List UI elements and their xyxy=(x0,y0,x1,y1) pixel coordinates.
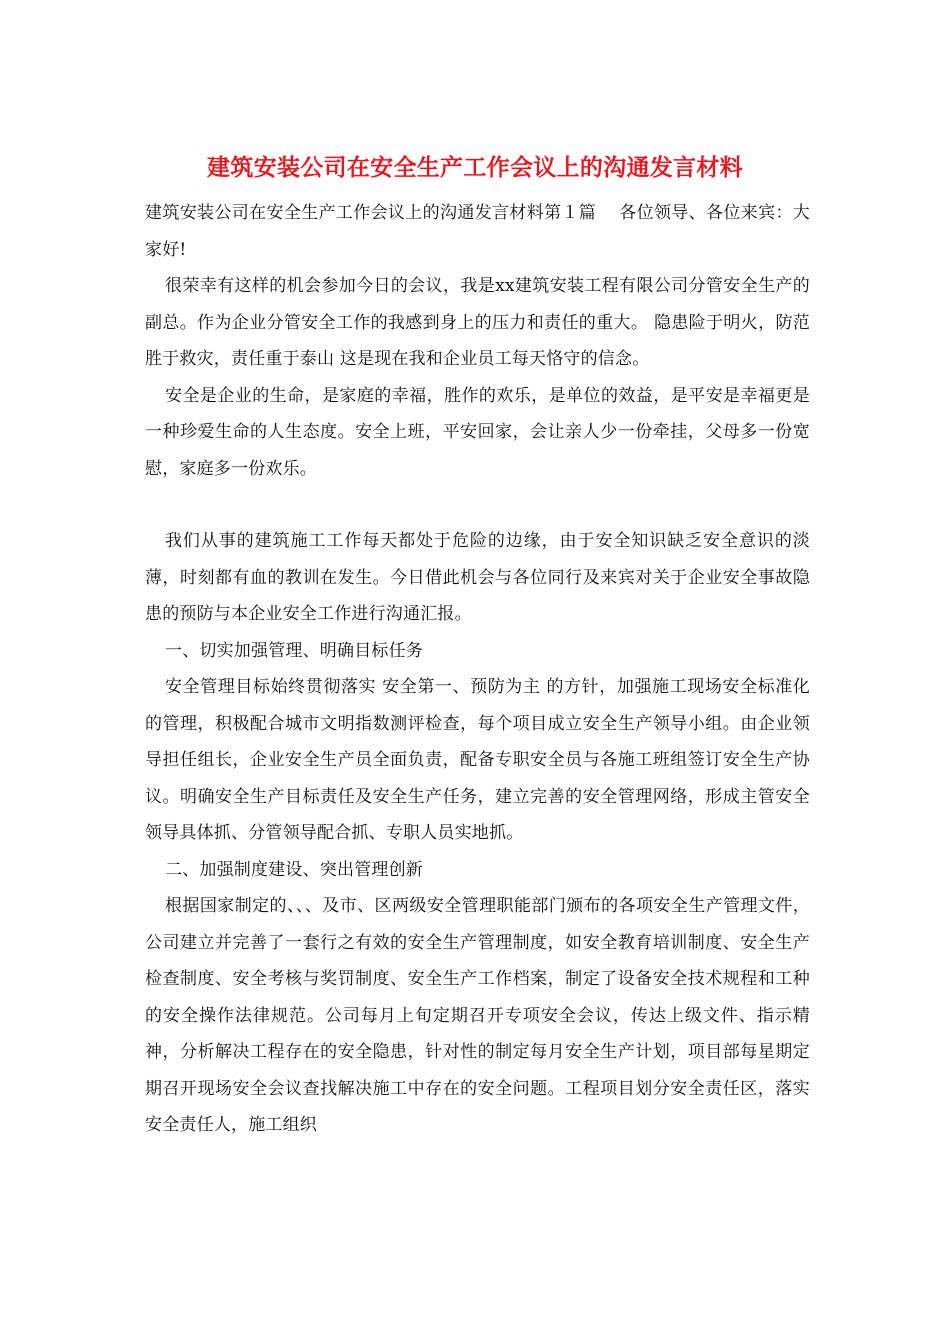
paragraph-2: 安全是企业的生命，是家庭的幸福，胜作的欢乐，是单位的效益，是平安是幸福更是一种珍爱生命的人生态度。安全上班，平安回家，会让亲人少一份牵挂，父母多一份宽慰，家庭多一份欢乐。 xyxy=(145,385,810,479)
paragraph-4: 安全管理目标始终贯彻落实 安全第一、预防为主 的方针，加强施工现场安全标准化的管理，积极配合城市文明指数测评检查，每个项目成立安全生产领导小组。由企业领导担任组长，企业安全生产员全面负责，配备专职安全员与各施工班组签订安全生产协议。明确安全生产目标责任及安全生产任务，建立完善的安全管理网络，形成主管安全领导具体抓、分管领导配合抓、专职人员实地抓。 xyxy=(145,677,810,843)
intro-paragraph: 建筑安装公司在安全生产工作会议上的沟通发言材料第１篇 各位领导、各位来宾：大家好! xyxy=(145,203,810,260)
blank-line xyxy=(145,487,810,523)
paragraph-5: 根据国家制定的、、、及市、区两级安全管理职能部门颁布的各项安全生产管理文件，公司建立并完善了一套行之有效的安全生产管理制度，如安全教育培训制度、安全生产检查制度、安全考核与奖罚制度、安全生产工作档案，制定了设备安全技术规程和工种的安全操作法律规范。公司每月上旬定期召开专项安全会议，传达上级文件、指示精神，分析解决工程存在的安全隐患，针对性的制定每月安全生产计划，项目部每星期定期召开现场安全会议查找解决施工中存在的安全问题。工程项目划分安全责任区，落实安全责任人，施工组织 xyxy=(145,896,810,1135)
document-title: 建筑安装公司在安全生产工作会议上的沟通发言材料 xyxy=(207,154,743,181)
section-heading-2: 二、加强制度建设、突出管理创新 xyxy=(165,859,423,880)
document-body xyxy=(145,195,810,1144)
section-heading-1: 一、切实加强管理、明确目标任务 xyxy=(165,640,423,661)
paragraph-3: 我们从事的建筑施工工作每天都处于危险的边缘，由于安全知识缺乏安全意识的淡薄，时刻都有血的教训在发生。今日借此机会与各位同行及来宾对关于企业安全事故隐患的预防与本企业安全工作进行沟通汇报。 xyxy=(145,531,810,624)
paragraph-1: 很荣幸有这样的机会参加今日的会议，我是xx建筑安装工程有限公司分管安全生产的副总。作为企业分管安全工作的我感到身上的压力和责任的重大。 隐患险于明火，防范胜于救灾，责任重于泰山 这是现在我和企业员工每天恪守的信念。 xyxy=(145,276,810,369)
